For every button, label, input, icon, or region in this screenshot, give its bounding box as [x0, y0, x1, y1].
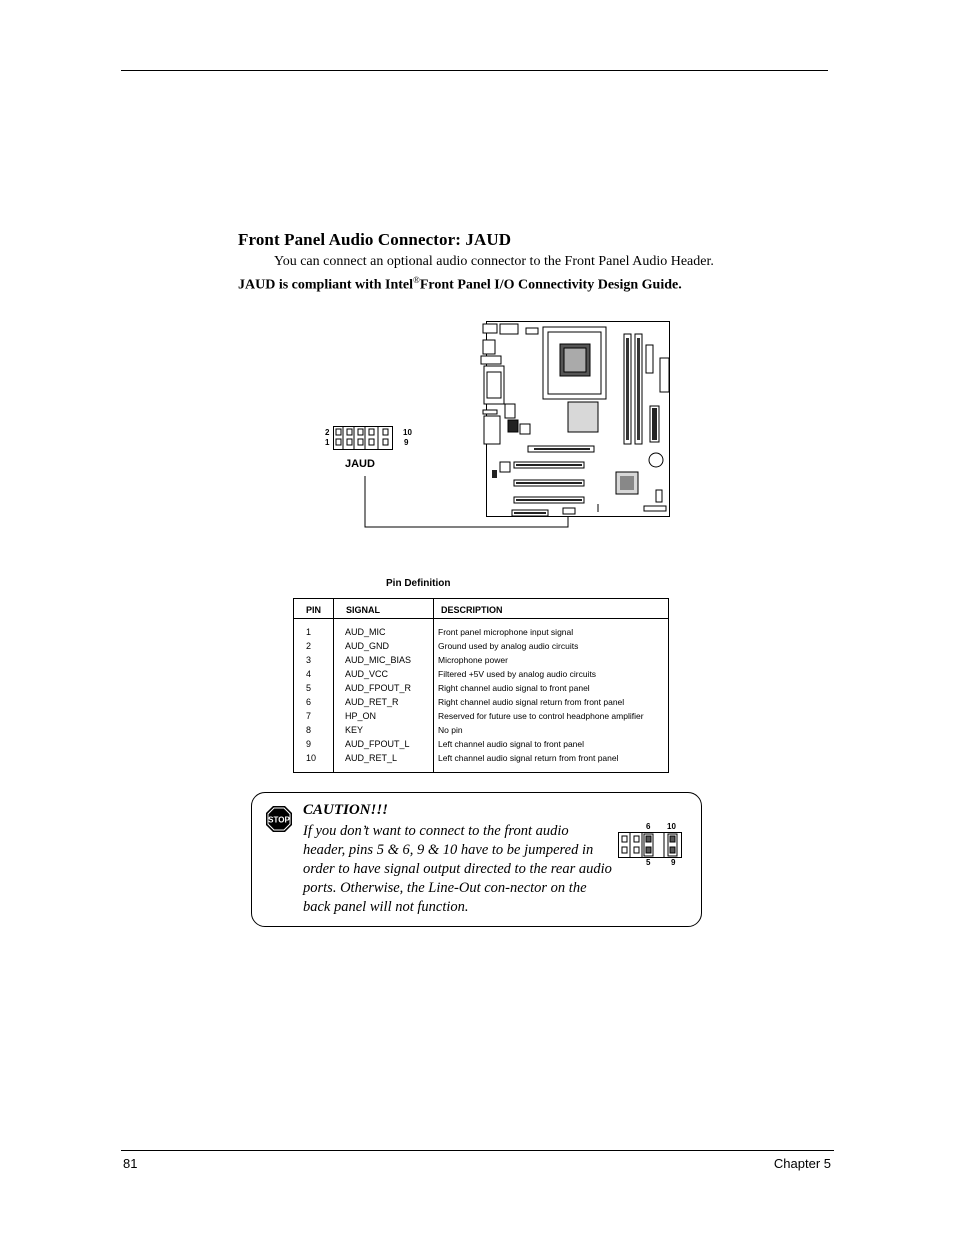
intro-paragraph [238, 252, 738, 295]
table-row: 4 AUD_VCC Filtered +5V used by analog audio circuits [306, 669, 597, 679]
header-description: DESCRIPTION [441, 605, 503, 615]
jumper-header-icon [618, 832, 682, 858]
connector-label: JAUD [345, 458, 375, 470]
table-row: 7 HP_ON Reserved for future use to control headphone amplifier [306, 711, 644, 721]
jumper-label-9: 9 [671, 858, 676, 867]
stop-sign-label: STOP [268, 815, 290, 825]
pin-label-10: 10 [403, 428, 412, 437]
jumper-label-10: 10 [667, 822, 676, 831]
caution-title: CAUTION!!! [303, 802, 389, 818]
table-row: 8 KEY No pin [306, 725, 463, 735]
intro-bold: JAUD is compliant with Intel [238, 277, 414, 293]
pin-label-1: 1 [325, 438, 330, 447]
registered-mark: ® [413, 275, 420, 285]
page-number: 81 [123, 1156, 138, 1171]
jumper-label-5: 5 [646, 858, 651, 867]
pin-label-9: 9 [404, 438, 409, 447]
header-rule [121, 70, 828, 71]
table-row: 2 AUD_GND Ground used by analog audio circuits [306, 641, 579, 651]
table-row: 3 AUD_MIC_BIAS Microphone power [306, 655, 508, 665]
table-row: 6 AUD_RET_R Right channel audio signal return from front panel [306, 697, 625, 707]
table-row: 10 AUD_RET_L Left channel audio signal return from front panel [306, 753, 619, 763]
table-row: 9 AUD_FPOUT_L Left channel audio signal to front panel [306, 739, 585, 749]
pin-definition-table [293, 598, 669, 773]
jumper-label-6: 6 [646, 822, 651, 831]
section-heading: Front Panel Audio Connector: JAUD [238, 230, 512, 249]
jaud-connector-diagram [320, 424, 420, 474]
pin-definition-caption: Pin Definition [386, 578, 451, 589]
stop-sign-icon [265, 805, 293, 833]
pin-label-2: 2 [325, 428, 330, 437]
table-row: 5 AUD_FPOUT_R Right channel audio signal to front panel [306, 683, 590, 693]
intro-bold-guide: Front Panel I/O Connectivity Design Guide. [419, 277, 682, 293]
jumper-diagram [618, 820, 688, 870]
chapter-label: Chapter 5 [773, 1156, 831, 1171]
header-signal: SIGNAL [346, 605, 381, 615]
intro-text: You can connect an optional audio connector to the Front Panel Audio Header. [274, 254, 714, 269]
jaud-pin-header-icon [333, 426, 393, 450]
motherboard-illustration [478, 320, 672, 518]
footer-rule [121, 1150, 834, 1151]
header-pin: PIN [306, 605, 322, 615]
caution-text: If you don’t want to connect to the front audio header, pins 5 & 6, 9 & 10 have to be jumpered in order to have signal output directed to the rear audio ports. Otherwise, the Line-Out con-nector on the back panel will not function. [303, 823, 612, 915]
header-divider [294, 618, 668, 619]
table-row: 1 AUD_MIC Front panel microphone input signal [306, 627, 574, 637]
